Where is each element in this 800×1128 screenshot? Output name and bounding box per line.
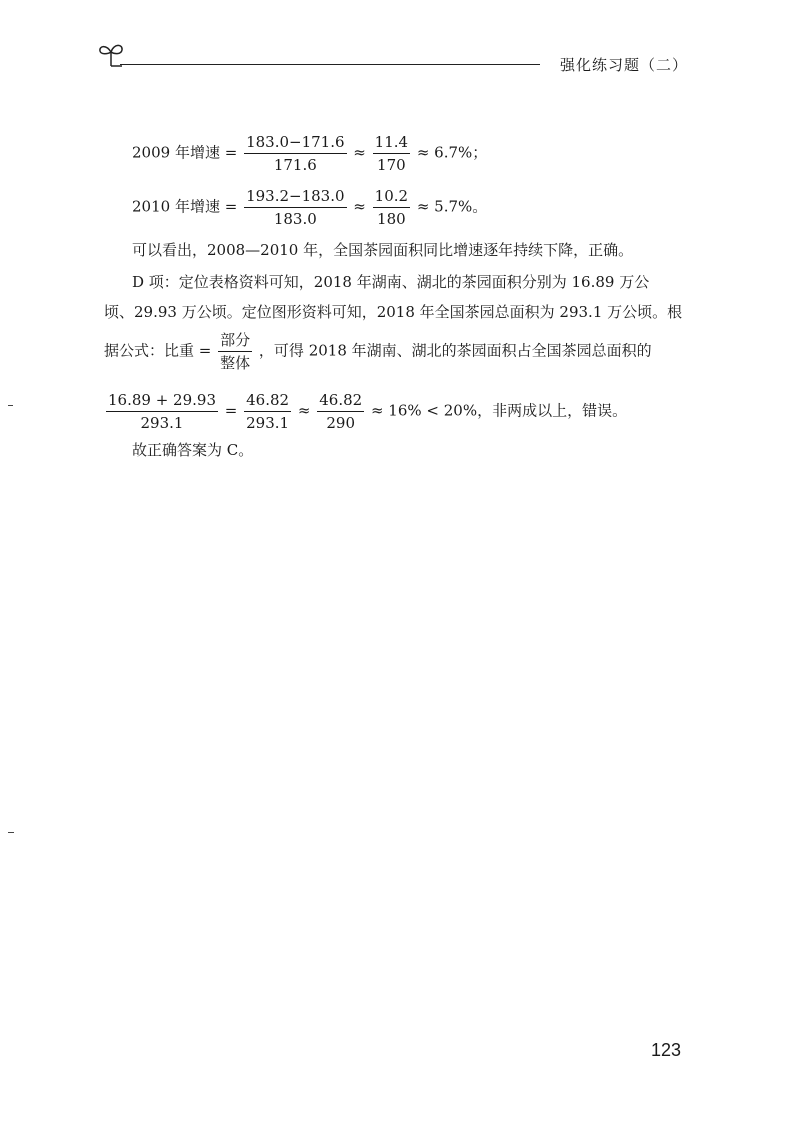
numerator: 46.82 — [244, 390, 291, 412]
numerator: 10.2 — [373, 186, 410, 208]
fraction — [373, 132, 410, 175]
denominator: 180 — [377, 210, 406, 228]
ratio-result: ≈ 16% < 20%，非两成以上，错误。 — [370, 401, 628, 420]
fraction — [106, 390, 218, 433]
conclusion-line: 可以看出，2008—2010 年，全国茶园面积同比增速逐年持续下降，正确。 — [132, 241, 634, 259]
numerator: 46.82 — [317, 390, 364, 412]
denominator: 171.6 — [273, 156, 317, 174]
fraction — [244, 186, 346, 229]
page-number: 123 — [651, 1040, 682, 1060]
denominator: 170 — [377, 156, 406, 174]
approx-sign: ≈ — [353, 143, 366, 162]
denominator: 293.1 — [140, 414, 184, 432]
growth-2010-line — [132, 186, 487, 229]
growth-2010-prefix: 2010 年增速 = — [132, 197, 238, 216]
denominator: 183.0 — [273, 210, 317, 228]
growth-2009-line — [132, 132, 487, 175]
fraction — [244, 132, 346, 175]
scan-mark — [8, 405, 13, 406]
equals-sign: = — [224, 401, 238, 420]
formula-prefix: 据公式：比重 = — [104, 341, 212, 360]
option-d-line-2: 顷、29.93 万公顷。定位图形资料可知，2018 年全国茶园总面积为 293.1 万公顷。根 — [104, 303, 683, 321]
scan-mark — [8, 832, 14, 833]
formula-suffix: ，可得 2018 年湖南、湖北的茶园面积占全国茶园总面积的 — [258, 341, 652, 360]
numerator: 16.89 + 29.93 — [106, 390, 218, 412]
header-title: 强化练习题（二） — [560, 56, 689, 74]
fraction — [317, 390, 364, 433]
numerator: 193.2−183.0 — [244, 186, 346, 208]
ratio-calculation-line — [104, 390, 627, 433]
denominator: 290 — [326, 414, 356, 432]
approx-sign: ≈ — [297, 401, 311, 420]
numerator: 183.0−171.6 — [244, 132, 346, 154]
growth-2009-prefix: 2009 年增速 = — [132, 143, 238, 162]
fraction — [373, 186, 410, 229]
growth-2010-result: ≈ 5.7%。 — [416, 197, 488, 216]
approx-sign: ≈ — [353, 197, 366, 216]
header-rule — [120, 64, 540, 65]
denominator: 整体 — [220, 354, 251, 372]
denominator: 293.1 — [246, 414, 290, 432]
fraction — [244, 390, 291, 433]
growth-2009-result: ≈ 6.7%； — [416, 143, 488, 162]
numerator: 部分 — [218, 330, 252, 352]
fraction — [218, 330, 252, 373]
formula-line — [104, 330, 652, 373]
numerator: 11.4 — [373, 132, 410, 154]
answer-line: 故正确答案为 C。 — [132, 441, 254, 459]
option-d-line: D 项：定位表格资料可知，2018 年湖南、湖北的茶园面积分别为 16.89 万公 — [132, 273, 650, 291]
